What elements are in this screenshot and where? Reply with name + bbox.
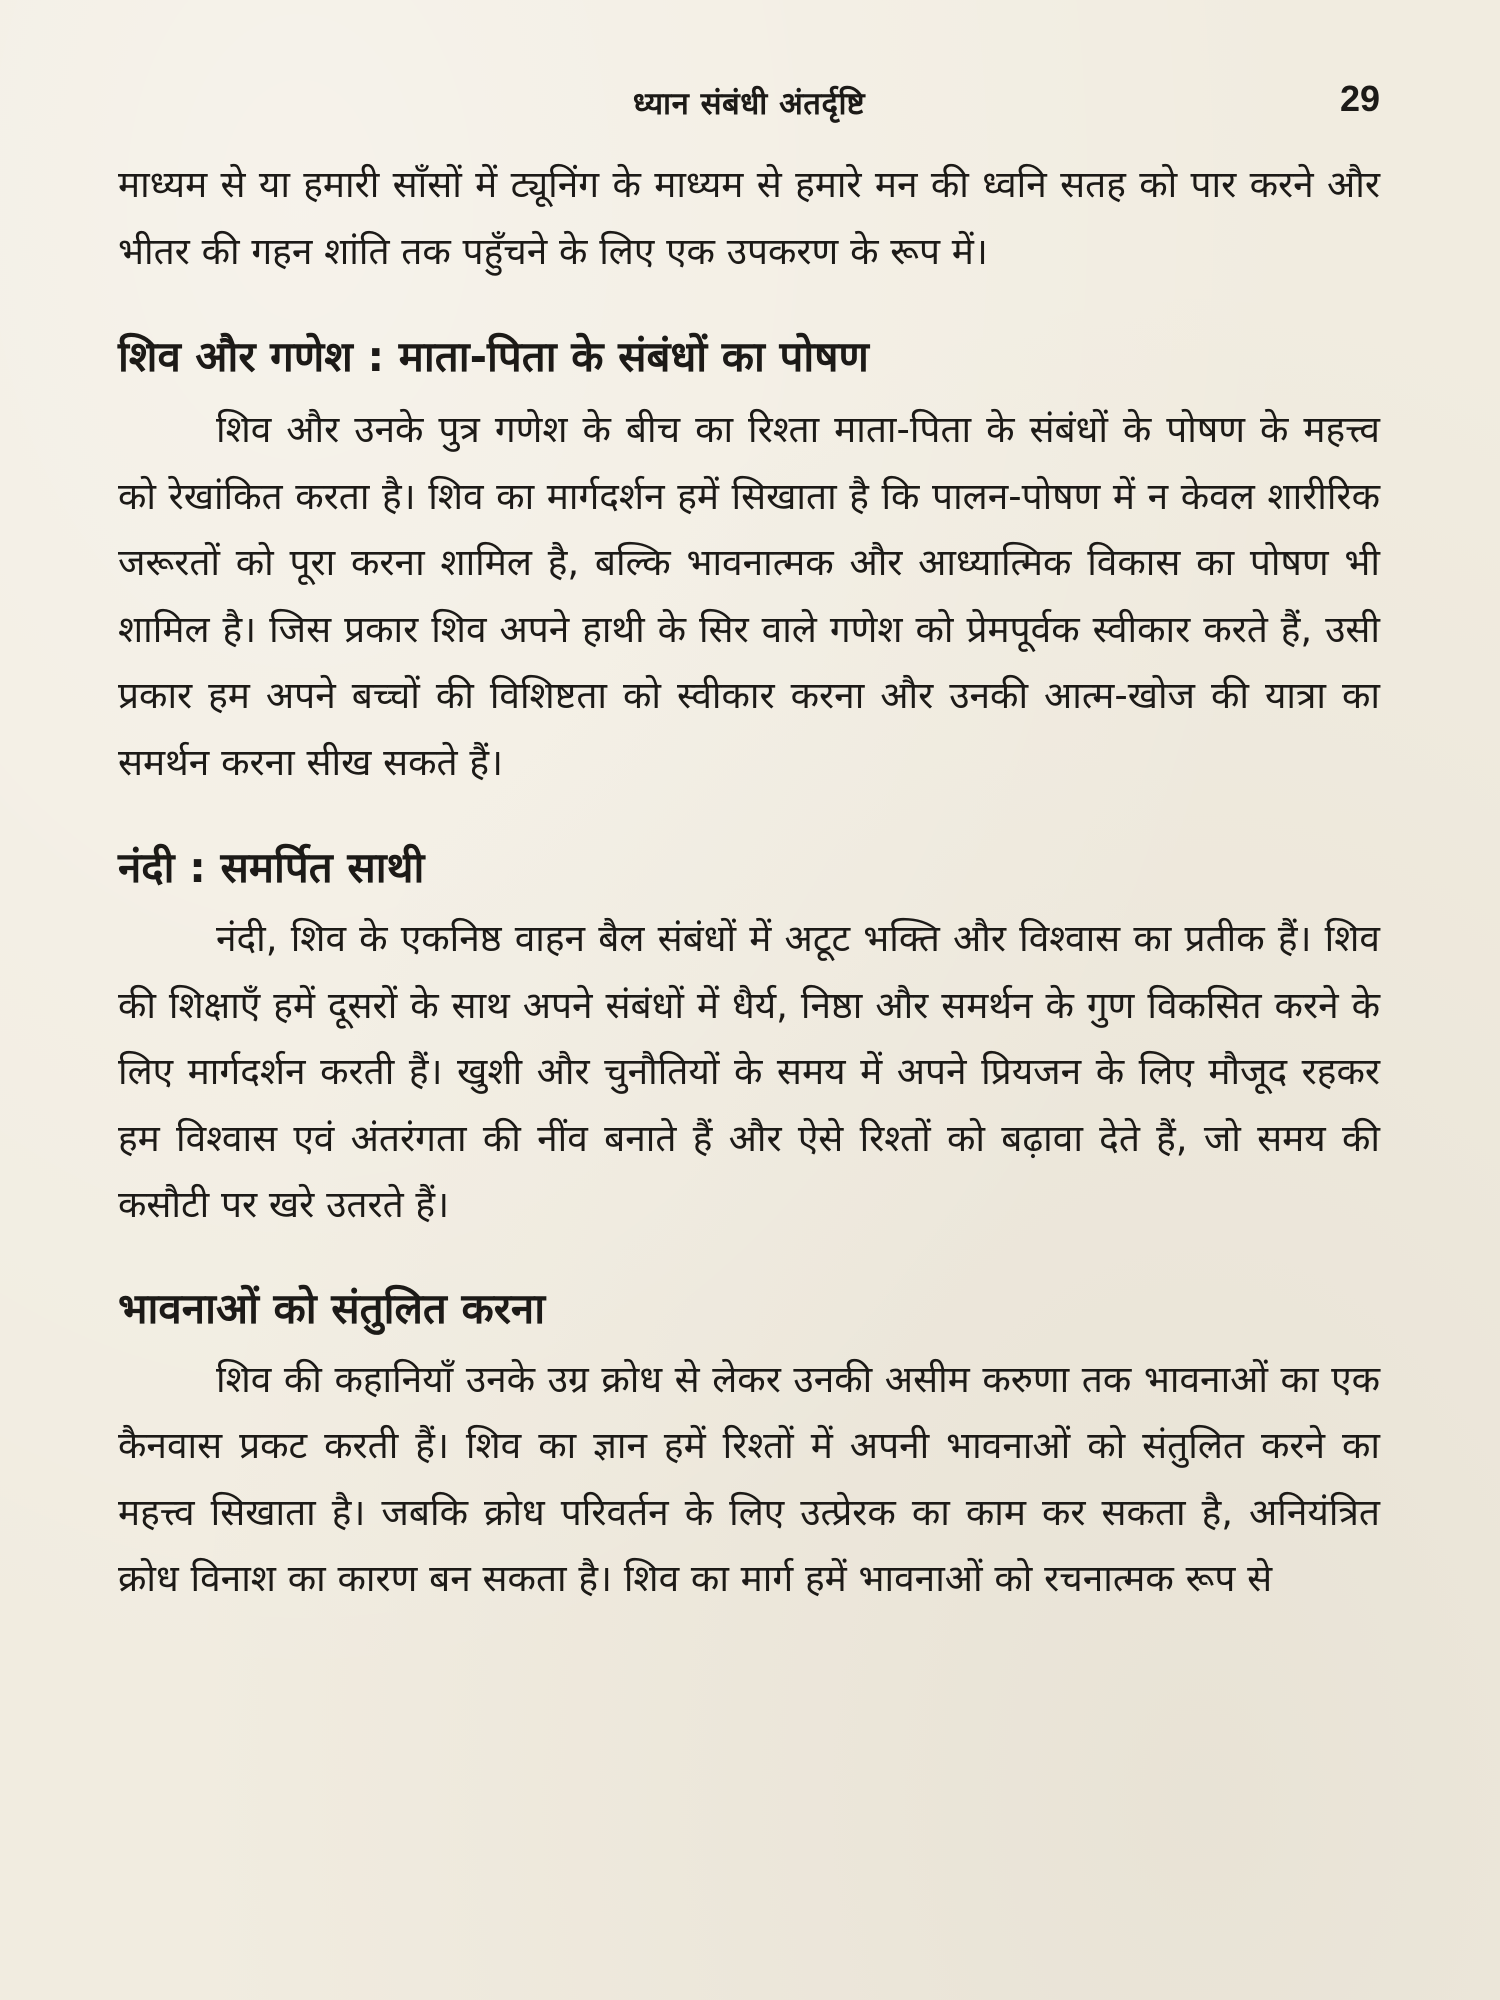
running-head: ध्यान संबंधी अंतर्दृष्टि — [632, 86, 866, 122]
page-header — [118, 70, 1380, 142]
page-number: 29 — [1339, 78, 1380, 119]
section-heading-nandi: नंदी : समर्पित साथी — [118, 843, 425, 892]
section-body-balancing-emotions: शिव की कहानियाँ उनके उग्र क्रोध से लेकर उनकी असीम करुणा तक भावनाओं का एक कैनवास प्रकट करती हैं। शिव का ज्ञान हमें रिश्तों में अपनी भावनाओं को संतुलित करने का महत्त्व सिखाता है। जबकि क्रोध परिवर्तन के लिए उत्प्रेरक का काम कर सकता है, अनियंत्रित क्रोध विनाश का कारण बन सकता है। शिव का मार्ग हमें भावनाओं को रचनात्मक रूप से — [118, 1357, 1380, 1600]
section-body-shiva-ganesha: शिव और उनके पुत्र गणेश के बीच का रिश्ता माता-पिता के संबंधों के पोषण के महत्त्व को रेखांकित करता है। शिव का मार्गदर्शन हमें सिखाता है कि पालन-पोषण में न केवल शारीरिक जरूरतों को पूरा करना शामिल है, बल्कि भावनात्मक और आध्यात्मिक विकास का पोषण भी शामिल है। जिस प्रकार शिव अपने हाथी के सिर वाले गणेश को प्रेमपूर्वक स्वीकार करते हैं, उसी प्रकार हम अपने बच्चों की विशिष्टता को स्वीकार करना और उनकी आत्म-खोज की यात्रा का समर्थन करना सीख सकते हैं। — [118, 408, 1380, 784]
section-heading-balancing-emotions: भावनाओं को संतुलित करना — [118, 1283, 546, 1333]
section-body-nandi: नंदी, शिव के एकनिष्ठ वाहन बैल संबंधों में अटूट भक्ति और विश्वास का प्रतीक हैं। शिव की शिक्षाएँ हमें दूसरों के साथ अपने संबंधों में धैर्य, निष्ठा और समर्थन के गुण विकसित करने के लिए मार्गदर्शन करती हैं। खुशी और चुनौतियों के समय में अपने प्रियजन के लिए मौजूद रहकर हम विश्वास एवं अंतरंगता की नींव बनाते हैं और ऐसे रिश्तों को बढ़ावा देते हैं, जो समय की कसौटी पर खरे उतरते हैं। — [118, 917, 1380, 1226]
continuation-paragraph: माध्यम से या हमारी साँसों में ट्यूनिंग के माध्यम से हमारे मन की ध्वनि सतह को पार करने और भीतर की गहन शांति तक पहुँचने के लिए एक उपकरण के रूप में। — [118, 163, 1380, 273]
section-heading-shiva-ganesha: शिव और गणेश : माता-पिता के संबंधों का पोषण — [118, 332, 869, 381]
